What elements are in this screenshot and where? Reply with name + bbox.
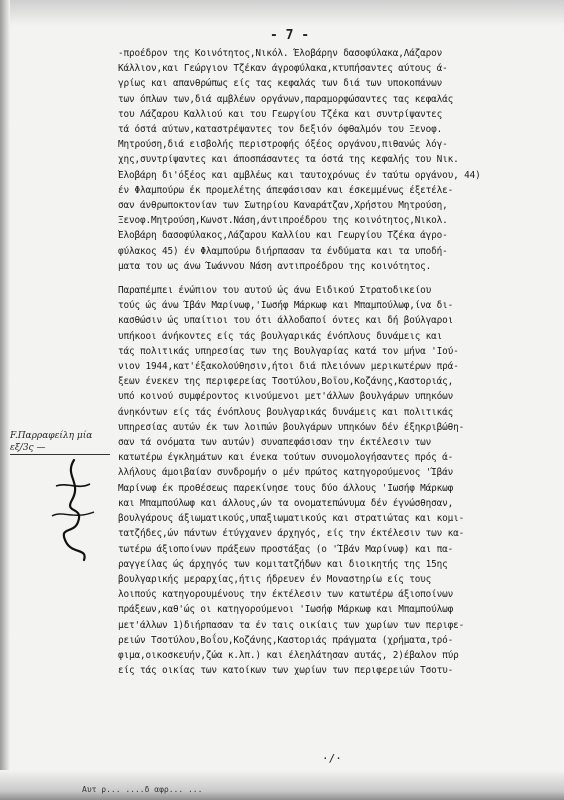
text-line: τωτέρω άξιοποίνων πράξεων προστάξας (ο 'Ίβάν Μαρίνωφ) και πα- <box>118 543 454 555</box>
text-line: του Λάζαρου Καλλιού και του Γεωργίου Τζέκα και συντρίψαντες <box>118 108 443 120</box>
paragraph-2 <box>118 283 548 678</box>
text-line: μετ'άλλων 1)διήρπασαν τα έν ταις οικίαις των χωρίων των περιφε- <box>118 619 465 631</box>
scan-shadow-top <box>0 0 564 26</box>
text-line: φιμα,οικοσκευήν,ζώα κ.λπ.) και έλεηλάτησαν αυτάς, 2)έβαλον πύρ <box>118 649 459 661</box>
text-line: νιον 1944,κατ'έξακολούθησιν,ήτοι διά πλειόνων μερικωτέρων πρά- <box>118 361 459 373</box>
text-line: ματα του ως άνω Ίωάννου Νάση αντιπροέδρου της κοινότητος. <box>118 260 432 272</box>
document-body <box>118 46 548 678</box>
text-line: ραγγείλας ώς άρχηγός των κομιτατζήδων και διοικητής της 15ης <box>118 558 448 570</box>
text-line: άνηκόντων είς τάς ένόπλους βουλγαρικάς δυνάμεις και πολιτικάς <box>118 406 454 418</box>
page-number: - 7 - <box>270 28 310 43</box>
handwritten-signature <box>44 456 110 566</box>
margin-note-line: εξ/3ς — <box>10 443 46 453</box>
text-line: Κάλλιον,και Γεώργιον Τζέκαν άγροφύλακα,κτυπήσαντες αύτους ά- <box>118 63 448 75</box>
text-line: Έλοβάρη δασοφύλακος,Λάζαρου Καλλίου και Γεωργίου Τζέκα άγρο- <box>118 230 448 242</box>
paragraph-1 <box>118 46 548 274</box>
text-line: τούς ώς άνω Ίβάν Μαρίνωφ,'Ιωσήφ Μάρκωφ και Μπαμπούλωφ,ίνα δι- <box>118 300 454 312</box>
footer-cut-text: Αυτ ρ... ....δ αφρ... ... <box>82 785 203 794</box>
margin-handwritten-note <box>10 430 110 455</box>
text-line: βουλγαρικής μεραρχίας,ήτις ήδρευεν έν Μοναστηρίω είς τους <box>118 573 432 585</box>
text-line: σαν τά ονόματα των αυτών) συναπεφάσισαν την έκτέλεσιν των <box>118 437 432 449</box>
text-line: Έλοβάρη δι'όξέος και αμβλέως και ταυτοχρόνως έν ταύτω οργάνου, 44) <box>118 169 481 181</box>
text-line: έν Φλαμπούρω έκ προμελέτης άπεφάσισαν και έσκεμμένως έξετέλε- <box>118 184 454 196</box>
text-line: Μητρούση,διά εισβολής περιστροφής όξέος οργάνου,πιθανώς λόγ- <box>118 139 448 151</box>
text-line: πράξεων,καθ'ώς οι κατηγορούμενοι 'Ιωσήφ Μάρκωφ και Μπαμπούλωφ <box>118 604 454 616</box>
text-line: υπήκοοι άνήκοντες είς τάς βουλγαρικάς ένόπλους δυνάμεις και <box>118 330 443 342</box>
continuation-mark: ·/· <box>322 752 342 765</box>
scan-shadow-left <box>0 0 10 800</box>
text-line: Παραπέμπει ένώπιον του αυτού ώς άνω Ειδικού Στρατοδικείου <box>118 285 432 297</box>
text-line: Ξενοφ.Μητρούση,Κωνστ.Νάση,άντιπροέδρου της κοινότητος,Νικολ. <box>118 215 448 227</box>
text-line: κατωτέρω έγκλημάτων και ένεκα τούτων συνομολογήσαντες πρός ά- <box>118 452 454 464</box>
text-line: κασθώσιν ώς υπαίτιοι του ότι άλλοδαποί όντες και δή βούλγαροι <box>118 315 454 327</box>
text-line: λοιπούς κατηγορουμένους την έκτέλεσιν των κατωτέρω άξιοποίνων <box>118 589 454 601</box>
text-line: φύλακος 45) έν Φλαμπούρω διήρπασαν τα ένδύματα και τα υποδή- <box>118 245 448 257</box>
text-line: των όπλων των,διά αμβλέων οργάνων,παραμορφώσαντες τας κεφαλάς <box>118 93 454 105</box>
text-line: -προέδρον της Κοινότητος,Νικόλ. Έλοβάρην δασοφύλακα,Λάζαρον <box>118 48 443 59</box>
text-line: υπό κοινού συμφέροντος κινούμενοι μετ'άλλων βουλγάρων υπηκόων <box>118 391 454 403</box>
text-line: ξεων ένεκεν της περιφερείας Τσοτύλου,Βοϊου,Κοζάνης,Καστοριάς, <box>118 376 454 388</box>
margin-note-line: F.Παρραφείλη μία <box>10 431 93 441</box>
text-line: βουλγάρους άξιωματικούς,υπαξιωματικούς και στρατιώτας και κομι- <box>118 513 465 525</box>
text-line: υπηρεσίας αυτών έκ των λοιπών βουλγάρων υπηκόων δέν έξηκριβώθη- <box>118 421 465 433</box>
text-line: και Μπαμπούλωφ και άλλους,ών τα ονοματεπώνυμα δέν έγνώσθησαν, <box>118 497 454 509</box>
text-line: Μαρίνωφ έκ προθέσεως παρεκίνησε τους δύο άλλους 'Ιωσήφ Μάρκωφ <box>118 482 454 494</box>
text-line: σαν άνθρωποκτονίαν των Σωτηρίου Καναράτζαν,Χρήστου Μητρούση, <box>118 200 448 212</box>
text-line: γρίως και απανθρώπως είς τας κεφαλάς των διά των υποκοπάνων <box>118 78 443 90</box>
text-line: χης,συντρίψαντες και άποσπάσαντες τα όστά της κεφαλής του Νικ. <box>118 154 459 166</box>
text-line: είς τάς οικίας των κατοίκων των χωρίων των περιφερειών Τσοτυ- <box>118 665 454 677</box>
text-line: τάς πολιτικάς υπηρεσίας των της Βουλγαρίας κατά τον μήνα 'Ιού- <box>118 345 459 357</box>
text-line: λλήλους άμοιβαίαν συνδρομήν ο μέν πρώτος κατηγορούμενος 'Ίβάν <box>118 467 454 479</box>
text-line: τά όστά αύτων,καταστρέψαντες τον δεξιόν όφθαλμόν του Ξενοφ. <box>118 124 443 136</box>
text-line: τατζήδες,ών πάντων έτύγχανεν άρχηγός, είς την έκτέλεσιν των κα- <box>118 528 465 540</box>
text-line: ρειών Τσοτύλου,Βοΐου,Κοζάνης,Καστοριάς πράγματα (χρήματα,τρό- <box>118 634 454 646</box>
